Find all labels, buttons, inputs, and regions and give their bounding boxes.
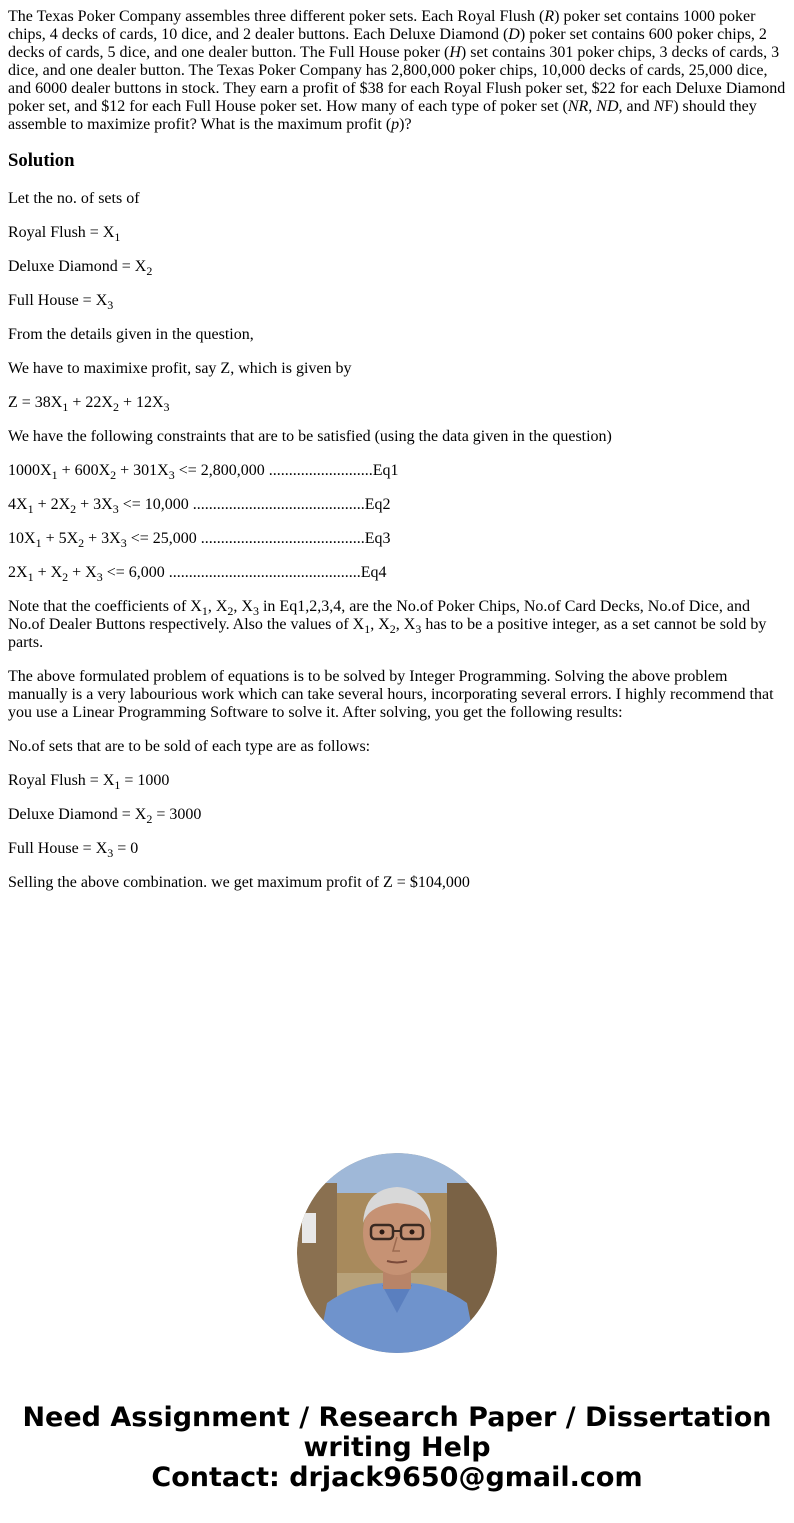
var-d: D [508, 26, 520, 43]
question-part: , [588, 98, 597, 115]
constraint-eq3 [8, 530, 786, 548]
constraint-eq2 [8, 496, 786, 514]
method-text: The above formulated problem of equations is to be solved by Integer Programming. Solving the above problem manually is a very labourious work which can take several hours, incorporating several errors. I highly recommend that you use a Linear Programming Software to solve it. After solving, you get the following results: [8, 668, 774, 721]
term: + 600X [57, 462, 111, 479]
subscript: 3 [415, 622, 422, 636]
details-text: From the details given in the question, [8, 326, 254, 343]
subscript: 3 [120, 536, 127, 550]
term: 4X [8, 496, 28, 513]
subscript: 3 [163, 400, 170, 414]
result-full-house [8, 840, 786, 858]
term: + X [68, 564, 97, 581]
term: Royal Flush = X [8, 772, 115, 789]
term: Note that the coefficients of X [8, 598, 202, 615]
term: + 3X [76, 496, 113, 513]
var-label: Royal Flush = X [8, 224, 115, 241]
var-deluxe-diamond [8, 258, 786, 276]
term: , X [207, 598, 228, 615]
subscript: 2 [146, 812, 153, 826]
var-nd: ND [596, 98, 619, 115]
objective-function [8, 394, 786, 412]
subscript: 3 [107, 298, 114, 312]
footer-line-1: Need Assignment / Research Paper / Dissertation [22, 1402, 772, 1433]
constraints-intro: We have the following constraints that are to be satisfied (using the data given in the question) [8, 428, 612, 445]
var-label: Full House = X [8, 292, 108, 309]
term: <= 25,000 .........................................Eq3 [126, 530, 391, 547]
subscript: 2 [389, 622, 396, 636]
subscript: 1 [114, 230, 121, 244]
term: + 5X [41, 530, 79, 547]
intro-text: Let the no. of sets of [8, 190, 140, 207]
subscript: 2 [146, 264, 153, 278]
term: <= 10,000 ...........................................Eq2 [118, 496, 391, 513]
subscript: 1 [364, 622, 371, 636]
question-part: The Texas Poker Company assembles three different poker sets. Each Royal Flush ( [8, 8, 545, 25]
var-n: N [653, 98, 665, 115]
subscript: 1 [201, 604, 208, 618]
var-label: Deluxe Diamond = X [8, 258, 147, 275]
result-deluxe-diamond [8, 806, 786, 824]
results-intro: No.of sets that are to be sold of each type are as follows: [8, 738, 371, 755]
term: + 3X [84, 530, 121, 547]
subscript: 2 [110, 468, 117, 482]
subscript: 2 [70, 502, 77, 516]
solution-heading: Solution [8, 150, 75, 171]
question-part: F) should they assemble to maximize profit? What is the maximum profit ( [8, 98, 757, 133]
subscript: 3 [252, 604, 259, 618]
subscript: 2 [227, 604, 234, 618]
constraint-eq4 [8, 564, 786, 582]
term: + X [33, 564, 63, 581]
term: + 301X [116, 462, 169, 479]
var-nr: NR [567, 98, 589, 115]
var-r: R [544, 8, 555, 25]
term: , X [233, 598, 253, 615]
var-h: H [449, 44, 461, 61]
question-part: , and [618, 98, 654, 115]
var-royal-flush [8, 224, 786, 242]
constraint-eq1 [8, 462, 786, 480]
term: Z = 38X [8, 394, 63, 411]
subscript: 1 [51, 468, 58, 482]
term: Deluxe Diamond = X [8, 806, 147, 823]
term: + 22X [68, 394, 113, 411]
term: , X [370, 616, 390, 633]
term: in Eq1,2,3,4, are the No.of Poker Chips, No.of Card Decks, No.of Dice, and No.of Dealer Buttons respectively. Also the values of X [8, 598, 750, 633]
term: = 1000 [120, 772, 170, 789]
author-photo [297, 1153, 497, 1353]
subscript: 3 [107, 846, 114, 860]
var-full-house [8, 292, 786, 310]
question-part: )? [399, 116, 412, 133]
term: = 0 [113, 840, 139, 857]
term: Full House = X [8, 840, 108, 857]
subscript: 1 [114, 778, 121, 792]
term: 2X [8, 564, 28, 581]
term: + 2X [33, 496, 71, 513]
footer-banner [0, 1403, 794, 1493]
term: <= 2,800,000 ..........................Eq1 [174, 462, 399, 479]
conclusion-text: Selling the above combination. we get maximum profit of Z = $104,000 [8, 874, 470, 891]
footer-line-2: writing Help [303, 1432, 491, 1463]
subscript: 2 [62, 570, 69, 584]
subscript: 1 [62, 400, 69, 414]
term: has to be a positive integer, as a set cannot be sold by parts. [8, 616, 767, 651]
maximize-text: We have to maximixe profit, say Z, which is given by [8, 360, 352, 377]
coefficients-note [8, 598, 786, 652]
term: = 3000 [152, 806, 202, 823]
question-part: ) poker set contains 600 poker chips, 2 decks of cards, 5 dice, and one dealer button. The Full House poker ( [8, 26, 767, 61]
subscript: 2 [78, 536, 85, 550]
subscript: 1 [27, 502, 34, 516]
term: 10X [8, 530, 36, 547]
result-royal-flush [8, 772, 786, 790]
subscript: 1 [27, 570, 34, 584]
subscript: 3 [112, 502, 119, 516]
term: + 12X [118, 394, 164, 411]
avatar [297, 1153, 497, 1353]
term: 1000X [8, 462, 52, 479]
question-text [8, 8, 786, 134]
subscript: 3 [96, 570, 103, 584]
subscript: 2 [112, 400, 119, 414]
question-part: ) set contains 301 poker chips, 3 decks of cards, 3 dice, and one dealer button. The Texas Poker Company has 2,800,000 poker chips, 10,000 decks of cards, 25,000 dice, and 6000 dealer buttons in stock. They earn a profit of $38 for each Royal Flush poker set, $22 for each Deluxe Diamond poker set, and $12 for each Full House poker set. How many of each type of poker set ( [8, 44, 786, 115]
term: <= 6,000 ................................................Eq4 [102, 564, 387, 581]
subscript: 3 [168, 468, 175, 482]
footer-contact: Contact: drjack9650@gmail.com [151, 1462, 643, 1493]
question-part: ) poker set contains 1000 poker chips, 4 decks of cards, 10 dice, and 2 dealer buttons. Each Deluxe Diamond ( [8, 8, 756, 43]
term: , X [395, 616, 416, 633]
var-p: p [391, 116, 400, 133]
subscript: 1 [35, 536, 42, 550]
